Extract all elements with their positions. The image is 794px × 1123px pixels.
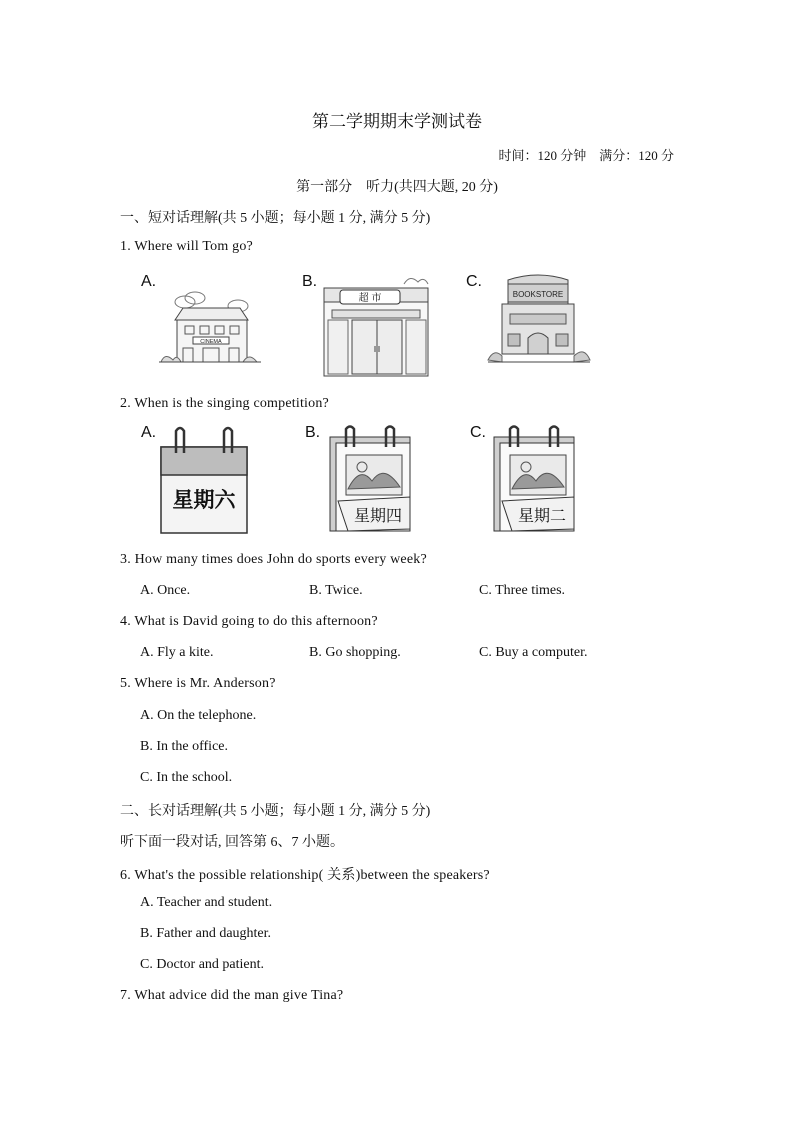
page-title: 第二学期期末学测试卷	[312, 112, 482, 131]
q2-option-a-letter: A.	[141, 424, 157, 441]
bookstore-sign: BOOKSTORE	[512, 290, 564, 299]
question-6: 6. What's the possible relationship( 关系)between the speakers?	[120, 868, 490, 883]
supermarket-sign: 超 市	[358, 293, 382, 304]
q1-option-a-letter: A.	[141, 273, 157, 290]
calendar-tuesday-icon	[490, 423, 580, 535]
supermarket-storefront-icon	[322, 270, 430, 378]
calendar-thursday-icon	[326, 423, 416, 535]
section-heading-1: 一、短对话理解(共 5 小题；每小题 1 分, 满分 5 分)	[120, 211, 431, 226]
q4-option-b: B. Go shopping.	[309, 645, 401, 660]
question-1: 1. Where will Tom go?	[120, 239, 253, 254]
q3-option-a: A. Once.	[140, 583, 191, 598]
q6-option-c: C. Doctor and patient.	[140, 957, 265, 972]
exam-meta: 时间：120 分钟 满分：120 分	[498, 148, 674, 163]
q5-option-b: B. In the office.	[140, 739, 228, 754]
q5-option-a: A. On the telephone.	[140, 708, 257, 723]
calendar-day-label: 星期二	[517, 508, 567, 525]
calendar-day-label: 星期六	[172, 489, 236, 512]
question-5: 5. Where is Mr. Anderson?	[120, 676, 276, 691]
q3-option-c: C. Three times.	[479, 583, 566, 598]
part-heading: 第一部分 听力(共四大题, 20 分)	[296, 180, 498, 195]
q1-option-c-letter: C.	[466, 273, 482, 290]
listening-instruction: 听下面一段对话, 回答第 6、7 小题。	[120, 835, 344, 850]
question-4: 4. What is David going to do this afternoon?	[120, 614, 378, 629]
question-3: 3. How many times does John do sports every week?	[120, 552, 427, 567]
q5-option-c: C. In the school.	[140, 770, 233, 785]
calendar-day-label: 星期四	[353, 508, 403, 525]
cinema-sign: CINEMA	[200, 339, 222, 345]
q2-option-c-letter: C.	[470, 424, 486, 441]
section-heading-2: 二、长对话理解(共 5 小题；每小题 1 分, 满分 5 分)	[120, 804, 431, 819]
q3-option-b: B. Twice.	[309, 583, 363, 598]
q6-option-b: B. Father and daughter.	[140, 926, 272, 941]
q4-option-c: C. Buy a computer.	[479, 645, 588, 660]
q6-option-a: A. Teacher and student.	[140, 895, 273, 910]
q4-option-a: A. Fly a kite.	[140, 645, 214, 660]
question-2: 2. When is the singing competition?	[120, 396, 329, 411]
q2-option-b-letter: B.	[305, 424, 321, 441]
cinema-building-icon	[155, 280, 265, 375]
calendar-saturday-icon	[158, 423, 250, 535]
q1-option-b-letter: B.	[302, 273, 318, 290]
bookstore-building-icon	[486, 268, 592, 376]
question-7: 7. What advice did the man give Tina?	[120, 988, 344, 1003]
